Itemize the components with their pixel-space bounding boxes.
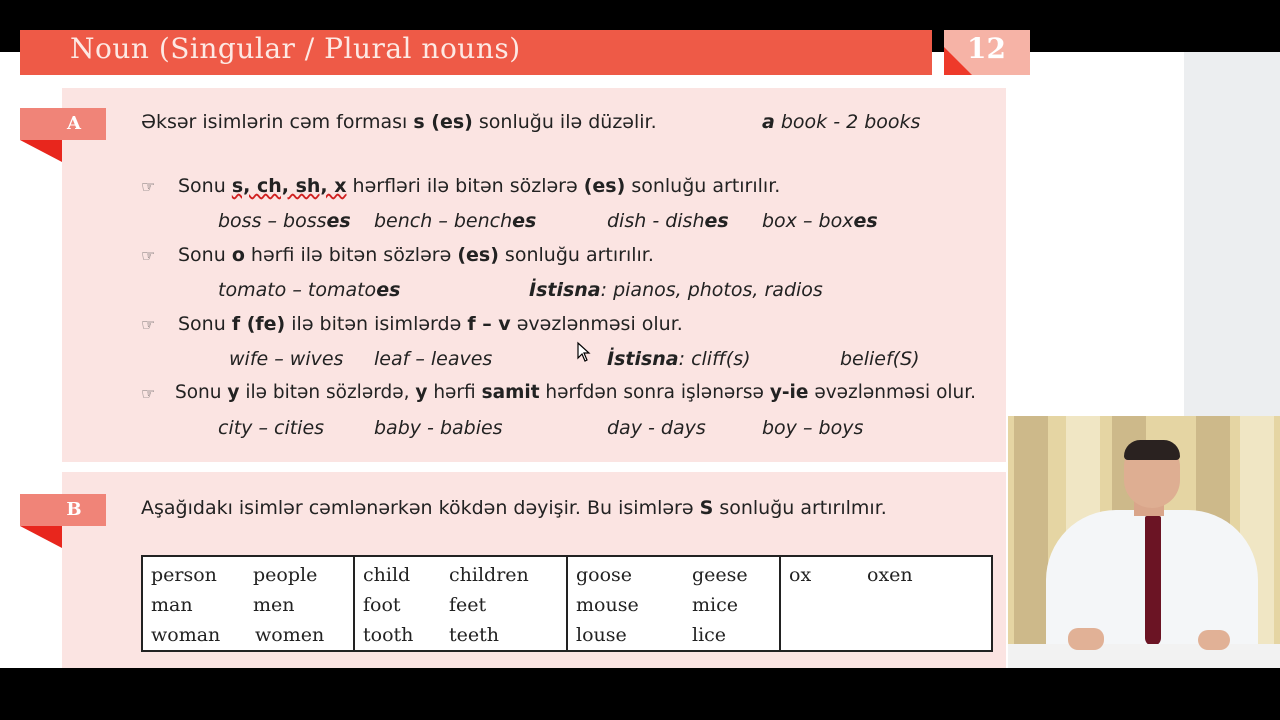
table-cell: foot [363, 594, 401, 616]
example-boss [218, 210, 351, 232]
bullet-2-bold2: (es) [457, 244, 499, 266]
example-dish-b: es [704, 210, 729, 232]
bullet-1-bold2: (es) [583, 175, 626, 197]
table-cell: louse [576, 624, 627, 646]
desk [1008, 644, 1280, 668]
bullet-3-bold: f (fe) [231, 313, 286, 335]
example-bench-a: bench – bench [374, 210, 513, 232]
section-b-pre: Aşağıdakı isimlər cəmlənərkən kökdən dəyişir. Bu isimlərə [141, 497, 700, 519]
bullet-4-text [175, 382, 976, 403]
mouse-pointer-icon [577, 342, 591, 362]
bullet-4-bold: y [227, 382, 240, 403]
example-leaf: leaf – leaves [374, 348, 493, 370]
example-boy: boy – boys [762, 417, 864, 439]
example-bench [374, 210, 536, 232]
bullet-2-bold: o [231, 244, 245, 266]
bullet-3-mid: ilə bitən isimlərdə [285, 313, 468, 335]
rule-rest: sonluğu ilə düzəlir. [472, 111, 657, 133]
exception-o-label: İstisna [529, 279, 601, 301]
bullet-1-post: sonluğu artırılır. [625, 175, 781, 197]
table-cell: people [253, 564, 318, 586]
section-a-example [762, 111, 920, 133]
example-rest: book - 2 books [774, 111, 921, 133]
exception-f-rest: : cliff(s) [678, 348, 751, 370]
bullet-4-bold2: y [415, 382, 428, 403]
example-baby: baby - babies [374, 417, 503, 439]
table-cell: feet [449, 594, 487, 616]
example-dish [607, 210, 729, 232]
example-box [762, 210, 878, 232]
page-number: 12 [967, 32, 1006, 65]
example-bold: a [762, 111, 775, 133]
section-a-tab [20, 108, 106, 140]
pointing-hand-icon: ☞ [141, 384, 156, 403]
exception-o-rest: : pianos, photos, radios [600, 279, 823, 301]
section-a-tab-triangle [20, 140, 62, 162]
example-day: day - days [607, 417, 706, 439]
section-b-rule [141, 497, 887, 519]
bullet-2-post: sonluğu artırılır. [498, 244, 654, 266]
bullet-1-text [178, 175, 780, 197]
example-belief: belief(S) [840, 348, 920, 370]
presenter-hand-right [1198, 630, 1230, 650]
bullet-4-mid3: hərfdən sonra işlənərsə [539, 382, 770, 403]
example-box-b: es [853, 210, 878, 232]
irregular-nouns-table [141, 555, 993, 652]
bullet-4-pre: Sonu [175, 382, 228, 403]
example-tomato-a: tomato – tomato [218, 279, 377, 301]
section-b-tab-triangle [20, 526, 62, 548]
table-cell: oxen [867, 564, 913, 586]
header-title: Noun (Singular / Plural nouns) [70, 32, 521, 65]
table-column [355, 557, 568, 650]
bullet-4-mid: ilə bitən sözlərdə, [239, 382, 416, 403]
bullet-4-post: əvəzlənməsi olur. [808, 382, 977, 403]
bullet-3-post: əvəzlənməsi olur. [510, 313, 683, 335]
pointing-hand-icon: ☞ [141, 246, 156, 265]
bullet-3-bold2: f – v [467, 313, 511, 335]
table-cell: lice [692, 624, 727, 646]
exception-o [529, 279, 823, 301]
bullet-4-bold3: samit [481, 382, 540, 403]
pointing-hand-icon: ☞ [141, 315, 156, 334]
bullet-3-pre: Sonu [178, 313, 232, 335]
table-column [568, 557, 781, 650]
exception-f-label: İstisna [607, 348, 679, 370]
bullet-1-bold: s, ch, sh, x [231, 175, 347, 197]
bullet-4-bold4: y-ie [769, 382, 809, 403]
table-cell: geese [692, 564, 748, 586]
example-boss-b: es [326, 210, 351, 232]
section-a-letter: A [67, 113, 81, 134]
table-cell: mice [692, 594, 738, 616]
section-b-bold: S [699, 497, 714, 519]
bullet-3-text [178, 313, 683, 335]
table-column [781, 557, 991, 650]
rule-text: Əksər isimlərin cəm forması [141, 111, 414, 133]
example-dish-a: dish - dish [607, 210, 705, 232]
section-a-rule [141, 111, 657, 133]
table-cell: mouse [576, 594, 639, 616]
table-cell: woman [151, 624, 221, 646]
example-tomato [218, 279, 400, 301]
presenter-hair [1124, 440, 1180, 460]
table-column [143, 557, 355, 650]
example-city: city – cities [218, 417, 325, 439]
section-b-tab [20, 494, 106, 526]
table-cell: women [255, 624, 325, 646]
example-tomato-b: es [376, 279, 401, 301]
table-cell: tooth [363, 624, 414, 646]
example-box-a: box – box [762, 210, 854, 232]
section-b-post: sonluğu artırılmır. [713, 497, 887, 519]
example-wife: wife – wives [229, 348, 344, 370]
header-band [20, 30, 932, 75]
bullet-2-text [178, 244, 654, 266]
bullet-2-pre: Sonu [178, 244, 232, 266]
bullet-2-mid: hərfi ilə bitən sözlərə [244, 244, 458, 266]
rule-bold: s (es) [413, 111, 473, 133]
table-cell: teeth [449, 624, 499, 646]
curtain-stripe [1014, 416, 1048, 668]
video-letterbox-bottom [0, 668, 1280, 720]
webcam-video [1008, 416, 1280, 668]
table-cell: ox [789, 564, 812, 586]
table-cell: children [449, 564, 529, 586]
pointing-hand-icon: ☞ [141, 177, 156, 196]
section-b-letter: B [66, 499, 82, 520]
presenter-hand-left [1068, 628, 1104, 650]
table-cell: goose [576, 564, 633, 586]
bullet-1-pre: Sonu [178, 175, 232, 197]
section-a-background [62, 88, 1006, 462]
bullet-4-mid2: hərfi [427, 382, 482, 403]
exception-f [607, 348, 751, 370]
table-cell: person [151, 564, 217, 586]
table-cell: man [151, 594, 193, 616]
textbook-page [0, 32, 1280, 668]
table-cell: men [253, 594, 295, 616]
page-number-box [944, 30, 1030, 75]
example-bench-b: es [512, 210, 537, 232]
bullet-1-mid: hərfləri ilə bitən sözlərə [346, 175, 584, 197]
example-boss-a: boss – boss [218, 210, 327, 232]
table-cell: child [363, 564, 411, 586]
presenter-tie [1145, 516, 1161, 646]
